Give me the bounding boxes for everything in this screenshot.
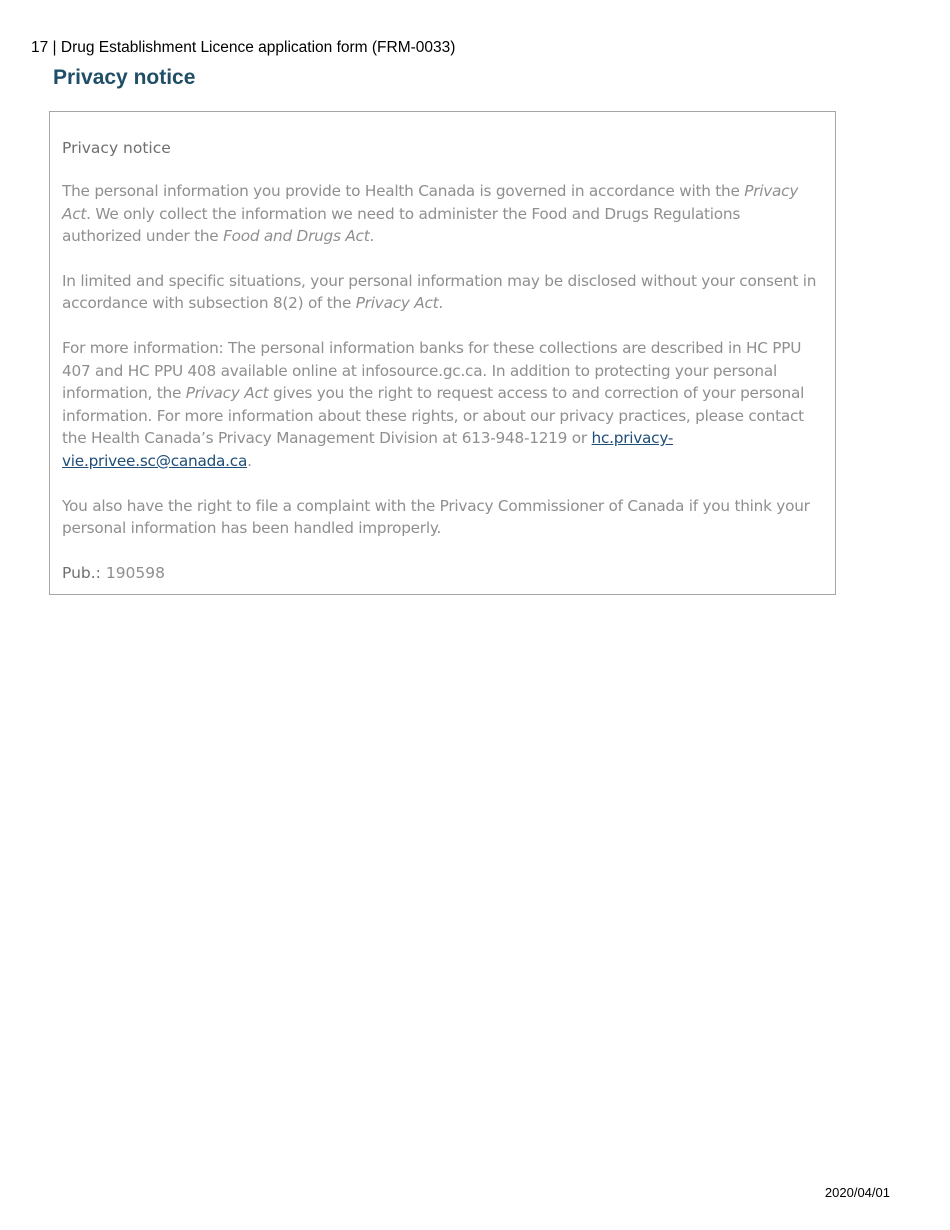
publication-number bbox=[62, 562, 823, 584]
privacy-act-italic: Privacy Act bbox=[185, 384, 269, 403]
notice-paragraph-complaint: You also have the right to file a complaint with the Privacy Commissioner of Canada if you think your personal information has been handled improperly. bbox=[62, 496, 810, 538]
food-drugs-act-italic: Food and Drugs Act bbox=[223, 227, 370, 246]
text-run: In limited and specific situations, your personal information may be disclosed without your consent in accordance with subsection 8(2) of the bbox=[62, 271, 817, 313]
text-run: . bbox=[247, 451, 252, 470]
notice-paragraph-more-info bbox=[62, 337, 823, 473]
text-run: . bbox=[438, 294, 444, 313]
notice-paragraph-governance bbox=[62, 180, 823, 248]
privacy-email-link[interactable]: hc.privacy-vie.privee.sc@canada.ca bbox=[62, 429, 674, 470]
section-title: Privacy notice bbox=[53, 66, 196, 89]
notice-paragraph-disclosure bbox=[62, 270, 823, 315]
text-run: For more information: The personal information banks for these collections are described in HC PPU 407 and HC PPU 408 available online at infosource.gc.ca. In addition to protecting your personal information, the bbox=[62, 338, 802, 403]
page-footer-date: 2020/04/01 bbox=[824, 1185, 890, 1200]
text-run: . We only collect the information we need to administer the Food and Drugs Regulations authorized under the bbox=[62, 204, 741, 246]
privacy-act-italic: Privacy Act bbox=[62, 182, 799, 223]
page-header: 17 | Drug Establishment Licence application form (FRM-0033) bbox=[31, 39, 456, 56]
pub-label: Pub.: bbox=[62, 563, 101, 582]
text-run: . bbox=[369, 227, 375, 246]
privacy-act-italic: Privacy Act bbox=[355, 294, 439, 313]
pub-value: 190598 bbox=[105, 563, 165, 582]
text-run: gives you the right to request access to and correction of your personal information. For more information about these rights, or about our privacy practices, please contact the Health Canada’s Privacy Management Division at 613-948-1219 or bbox=[62, 384, 805, 448]
text-run: The personal information you provide to Health Canada is governed in accordance with the bbox=[62, 182, 745, 200]
privacy-notice-box bbox=[49, 111, 836, 595]
notice-heading: Privacy notice bbox=[62, 139, 171, 157]
